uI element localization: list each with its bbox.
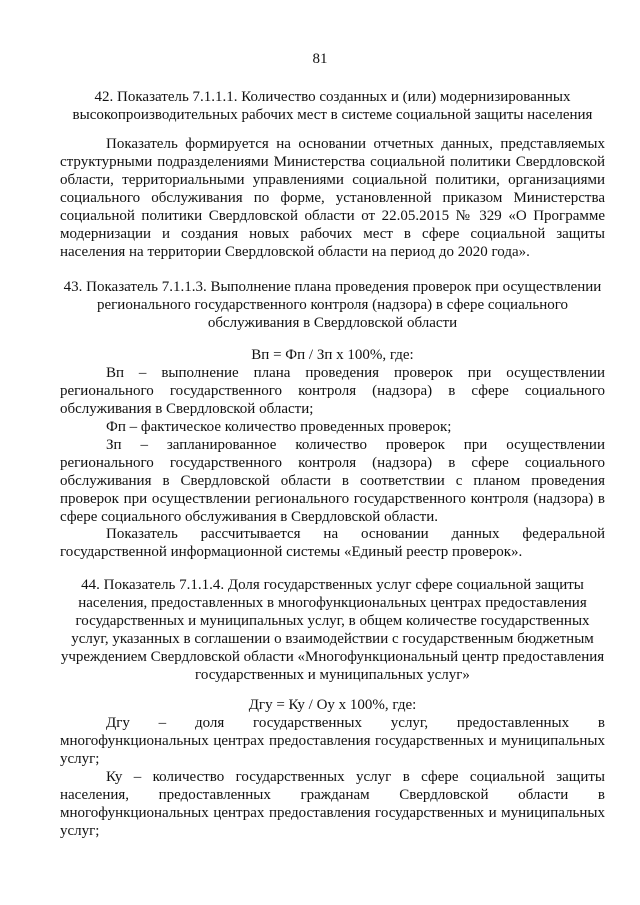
section-43-def-zp: Зп – запланированное количество проверок при осуществлении регионального государственного контроля (надзора) в сфере социального обслуживания в Свердловской области в соответствии с планом проведения проверок при осуществлении регионального государственного контроля (надзора) в сфере социального обслуживания в Свердловской области. (60, 437, 605, 525)
section-44-def-ku: Ку – количество государственных услуг в сфере социальной защиты населения, предоставленных гражданам Свердловской области в многофункциональных центрах предоставления государственных и муниципальных услуг; (60, 769, 605, 839)
page-number: 81 (312, 51, 328, 67)
section-44-title: 44. Показатель 7.1.1.4. Доля государственных услуг сфере социальной защиты населения, предоставленных в многофункциональных центрах предоставления государственных и муниципальных услуг, в общем количестве государственных услуг, указанных в соглашении о взаимодействии с государственным бюджетным учреждением Свердловской области «Многофункциональный центр предоставления государственных и муниципальных услуг» (60, 577, 605, 683)
section-43-def-fp: Фп – фактическое количество проведенных проверок; (106, 419, 452, 435)
section-44-formula: Дгу = Ку / Оу х 100%, где: (248, 697, 417, 713)
section-44-def-dgu: Дгу – доля государственных услуг, предоставленных в многофункциональных центрах предоставления государственных и муниципальных услуг; (60, 715, 605, 767)
section-43-calc: Показатель рассчитывается на основании данных федеральной государственной информационной системы «Единый реестр проверок». (60, 526, 605, 560)
section-43-formula: Вп = Фп / Зп х 100%, где: (251, 347, 414, 363)
section-42-text: Показатель формируется на основании отчетных данных, представляемых структурными подразделениями Министерства социальной политики Свердловской области, территориальными управлениями социальной политики, организациями социального обслуживания по форме, установленной приказом Министерства социальной политики Свердловской области от 22.05.2015 № 329 «О Программе модернизации и создания новых рабочих мест в сфере социальной защиты населения на территории Свердловской области на период до 2020 года». (60, 136, 605, 260)
section-43-def-vp: Вп – выполнение плана проведения проверок при осуществлении регионального государственного контроля (надзора) в сфере социального обслуживания в Свердловской области; (60, 365, 605, 417)
section-43-title: 43. Показатель 7.1.1.3. Выполнение плана проведения проверок при осуществлении регионального государственного контроля (надзора) в сфере социального обслуживания в Свердловской области (63, 279, 602, 331)
section-42-title: 42. Показатель 7.1.1.1. Количество созданных и (или) модернизированных высокопроизводительных рабочих мест в системе социальной защиты населения (72, 89, 593, 123)
